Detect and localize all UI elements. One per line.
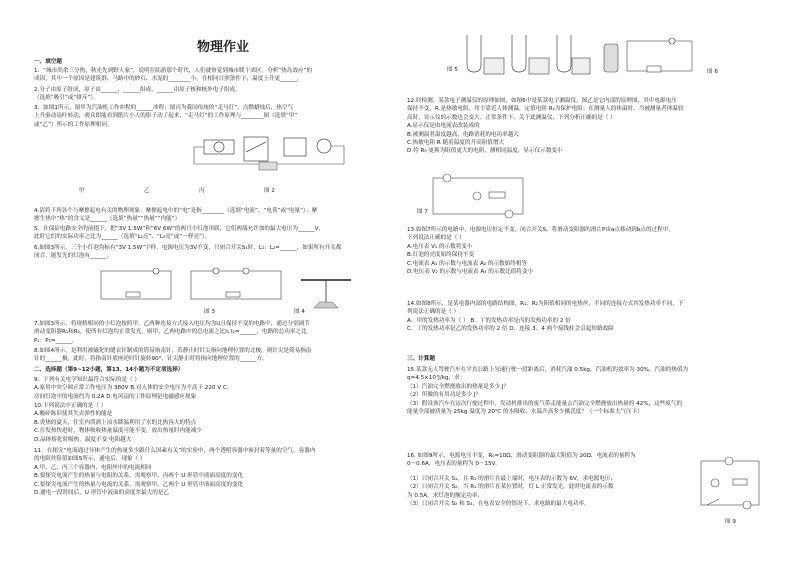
- circuit-figure-1: [184, 132, 364, 182]
- q1-line: 1．“城市尚余三分热，秋光先到野人家”，说明在陆游那个时代，人们就察觉到城市暖于郊区。分析“热岛效应”的: [34, 68, 313, 74]
- question-3: [34, 104, 297, 129]
- q6-line: 6.如图3所示，三个小灯泡均标有“3V 1.5W”字样，电源电压为3V不变，只闭合开关S₁时，L₁：L₂=______，如果所有开关都: [34, 245, 342, 251]
- q12-line: 保持不变，R 是热敏电阻，用于靠近人体测温，定值电阻 R₀为保护电阻；在测量人的体温时，当被测量者体温较: [407, 106, 684, 113]
- q12-line: 高时，显示仪的示数也会变大。正常条件下，关于此测温仪，下列分析正确的是（ ）: [407, 114, 616, 121]
- q14-line: 14.如图8所示，是某电器内部的电路结构图，R₁、R₂为阻值相同的电热丝，不同的连接方式其发热功率不同，下: [407, 301, 684, 307]
- circuit-figure-9: [697, 455, 765, 515]
- fig6-caption: 图 6: [707, 69, 718, 75]
- q11-option: A.甲、乙、丙三个容器内，电阻丝中的电流相同: [34, 464, 152, 471]
- circuit-figure-3: [96, 266, 296, 306]
- question-15: [407, 366, 688, 416]
- q12-option: D 将 R₀ 更换为阻值更大的电阻，测相同温度，显示仪示数变小: [407, 148, 563, 155]
- q8-line: 针的______极，此时，将指南针底座逆时针旋转90°，针尖静止时将指向地理位置的______方。: [34, 356, 268, 363]
- q10-option: C.在发热快进时，物体吸收热量温度可能不变，放出热量时内能减少: [34, 428, 202, 435]
- section-calculation: 三、计算题: [407, 356, 435, 362]
- q16-sub: （1）只闭合开关 S₁，且 R₁ 的滑片在最上端时，电压表的示数为 6V，求电源电压；: [407, 475, 616, 482]
- thermometer-figure-6: [602, 36, 702, 76]
- q3-line: 或“乙”）所示的工作原理相同。: [34, 121, 113, 128]
- question-13: [407, 226, 674, 276]
- q11-line: 11．在探究“电流通过导体产生的热量多少跟什么因素有关”的实验中，两个透明容器中密封着等量的空气，容器内: [34, 448, 316, 454]
- q13-option: A.电压表 V₁ 的示数将变小: [407, 243, 473, 250]
- q7-line: 滑动变阻器R₁和R₂，使所有灯泡均正常发光，则甲、乙两电路中的总电流之比I₁:I₂=______，电路的总功率之比: [34, 329, 307, 336]
- q5-line: 此时它们的实际功率之比为______（选填“L₁亮”、“L₂亮”或“一样亮”）。: [34, 234, 211, 241]
- q12-option: C.热敏电阻 R 随着温度的升高阻值增大: [407, 140, 505, 147]
- q3-line: 上升驱动扇叶转动，观众即能看到纸片小人的影子动了起来，“走马灯”的工作原理与________图（选填“甲”: [34, 113, 298, 120]
- question-5: [34, 225, 324, 242]
- fig7-caption: 图 7: [417, 209, 428, 215]
- q13-line: 下列说法正确的是（ ）: [407, 235, 465, 242]
- q16-sub: 为 0.5A，求灯泡的额定功率；: [407, 492, 484, 499]
- fig-label-yi: 乙: [144, 188, 150, 194]
- q12-option: B.被测温者温度越高，电路消耗的电功率越大: [407, 131, 519, 138]
- q1-line: 成因，其中一个原因是建筑群、马路中的砂石、水泥的________小，在相同日照条件下，温度上升更______。: [34, 76, 303, 83]
- q10-stem: 10.下列说法中正确的是（ ）: [34, 403, 107, 409]
- question-14: [407, 300, 683, 334]
- question-16: [407, 452, 677, 508]
- q11-option: B.要探究电流产生的热量与电阻的关系，需观察甲、丙两个 U 形管中液面高度的变化: [34, 473, 244, 480]
- page-title: 物理作业: [197, 40, 250, 55]
- q11-line: 的电阻丝阻值如图5所示，通电后，现象（ ）: [34, 456, 146, 463]
- question-6: [34, 244, 341, 261]
- q12-option: A.显示仪是由电流表改装成的: [407, 123, 480, 130]
- section-fill-blank: 一、填空题: [34, 59, 62, 65]
- u-tube-figure-5: [462, 30, 592, 80]
- question-11: [34, 447, 315, 497]
- fig4-caption: 图 4: [294, 309, 305, 315]
- q12-line: 12.经检测，某款电子测温仪的原理如图，如图6中是某款电子测温仪，图乙是它内部的原理图，其中电源电压: [407, 98, 677, 104]
- q8-line: 8.如图4所示，是利用被磁化的缝衣针制成的简易指南针，若静止时针尖指向地理位置的北极，则针尖是简易指南: [34, 348, 312, 354]
- q9-option: A.家用中央空调正常工作电压为 380V B.对人体的安全电压为不高于 220 V C.: [34, 385, 229, 392]
- q15-sub: 能量全部被质量为 25kg 温度为 20℃ 的水吸收，水温升高多少摄氏度？（一个标准大气压下）: [407, 409, 643, 416]
- q4-line: 4.请将下列各个与摩擦起电有关的物理现象：摩擦起电中的“电”是指________（选填“电流”、“电荷”或“电量”）；摩: [34, 208, 318, 214]
- fig-label-bing: 丙: [199, 188, 205, 194]
- q5-line: 5．在保证电路安全的前提下，把“3V 1.5W”和“6V 6W”的两只小灯泡串联，它们两端允许加的最大电压为______V，: [34, 226, 325, 232]
- question-12: [407, 97, 683, 156]
- q13-line: 13.如图7所示的电路中，电源电压恒定不变，闭合开关S，将滑动变阻器的滑片P由a点移动到b点的过程中，: [407, 227, 674, 233]
- question-2: [34, 86, 241, 103]
- question-10: [34, 402, 202, 444]
- question-9: [34, 376, 229, 401]
- q10-option: B.炎热的夏天，往室内泼洒上凉水降温利用了水的比热容大的特点: [34, 419, 197, 426]
- q11-option: D.通电一段时间后，U 形管中液面的高度差最大的是乙: [34, 490, 170, 497]
- q16-line: 0～0.6A，电压表的量程为 0～15V。: [407, 461, 502, 468]
- q14-line: 列说法正确的是（ ）: [407, 309, 460, 316]
- q4-line: 擦生热中“热”的含义是______（选填“热量”“热量”“内能”）: [34, 216, 181, 223]
- q9-option: 房间灯泡中的电流约为 0.2A D.电风扇的工作原理是电磁感应现象: [34, 393, 197, 400]
- fig2-caption: 图 2: [264, 188, 275, 194]
- q2-line: （选填“吸引”或“排斥”）。: [34, 95, 99, 102]
- fig5-caption: 图 5: [447, 67, 458, 73]
- q15-line: 15.某款无人驾驶汽车在平直公路上匀速行驶一段距离后，消耗汽油 0.5kg，汽油机的效率为 30%，汽油的热值为: [407, 367, 689, 373]
- q6-line: 闭合，能发光的灯泡有______。: [34, 253, 113, 260]
- q13-option: B.灯泡的亮度始终保持不变: [407, 252, 475, 259]
- question-8: [34, 347, 311, 364]
- fig-label-jia: 甲: [79, 188, 85, 194]
- section-choice: 二、选择题（第9~12小题，第13、14小题为不定项选择）: [34, 367, 184, 373]
- q11-option: C.要探究电流产生的热量与电流的关系，需观察甲、乙两个 U 形管中液面高度的变化: [34, 481, 244, 488]
- q13-option: D.电压表 V₂ 的示数与电流表 A₃ 的示数比值将变小: [407, 269, 534, 276]
- q15-sub: （2）所做的有用功是多少 J？: [407, 392, 482, 399]
- q10-option: D.晶体熔化时吸热，温度不变 电阻越大: [34, 436, 132, 443]
- compass-figure-4: [296, 268, 356, 312]
- q15-sub: （1）汽油完全燃烧放出的热量是多少 J？: [407, 383, 510, 390]
- q16-line: 16. 如图9所示，电源电压不变，R₀=10Ω，滑动变阻器的最大阻值为 20Ω，电流表的量程为: [407, 453, 636, 459]
- q14-option: A．甲的发热功率为（ ） B．丁的发热功率是丙的发热功率的 2 倍: [407, 317, 571, 324]
- q16-sub: （2）只闭合开关 S₂，当 R₁ 的滑片在某位置时，灯 L 正常发光，此时电流表的示数: [407, 484, 614, 491]
- q15-sub: （3）假设该汽车在这次行驶过程中，发动机排出的废气带走能量占汽油完全燃烧放出热量的 42%，这些废气的: [407, 400, 683, 407]
- question-7: [34, 320, 310, 345]
- q10-option: A.酸碎陈旧使其失去弹性的能是: [34, 411, 113, 418]
- question-1: [34, 67, 312, 84]
- q3-line: 3．如图1所示，图甲为汽油机工作冲程的______冲程；图丙为我国传统的“走马灯”，点燃蜡烛后，热空气: [34, 105, 294, 111]
- q16-sub: （3）只闭合开关 S₂ 和 S₃，在电表安全的情况下，求电路的最大电功率。: [407, 501, 590, 508]
- question-4: [34, 207, 317, 224]
- q9-stem: 9．下列有关电学知识最符合实际的是（ ）: [34, 377, 141, 383]
- q7-line: 7.如图3所示，将规格相同的小灯泡按照甲、乙两种连接方式接入电压均为U且保持不变的电路中，通过分别调节: [34, 321, 310, 327]
- fig3-caption: 图 3: [204, 309, 215, 315]
- q2-line: 2.分子由原子组成，原子由______、______组成，______由原子核和核外电子组成。: [34, 87, 241, 93]
- q14-option: C．丁的发热功率是乙的发热功率的 2 倍 D．连接 3、4 两个接线柱会引起短路故障: [407, 326, 614, 333]
- q7-line: P₁：P₂=______。: [34, 337, 78, 344]
- q13-option: C.电流表 A₁ 的示数与电流表 A₂ 的示数始终相等: [407, 260, 528, 267]
- fig9-caption: 图 9: [725, 519, 736, 525]
- circuit-figure-7: [429, 172, 529, 220]
- q15-line: q=4.5×10⁷J/kg，求：: [407, 375, 466, 382]
